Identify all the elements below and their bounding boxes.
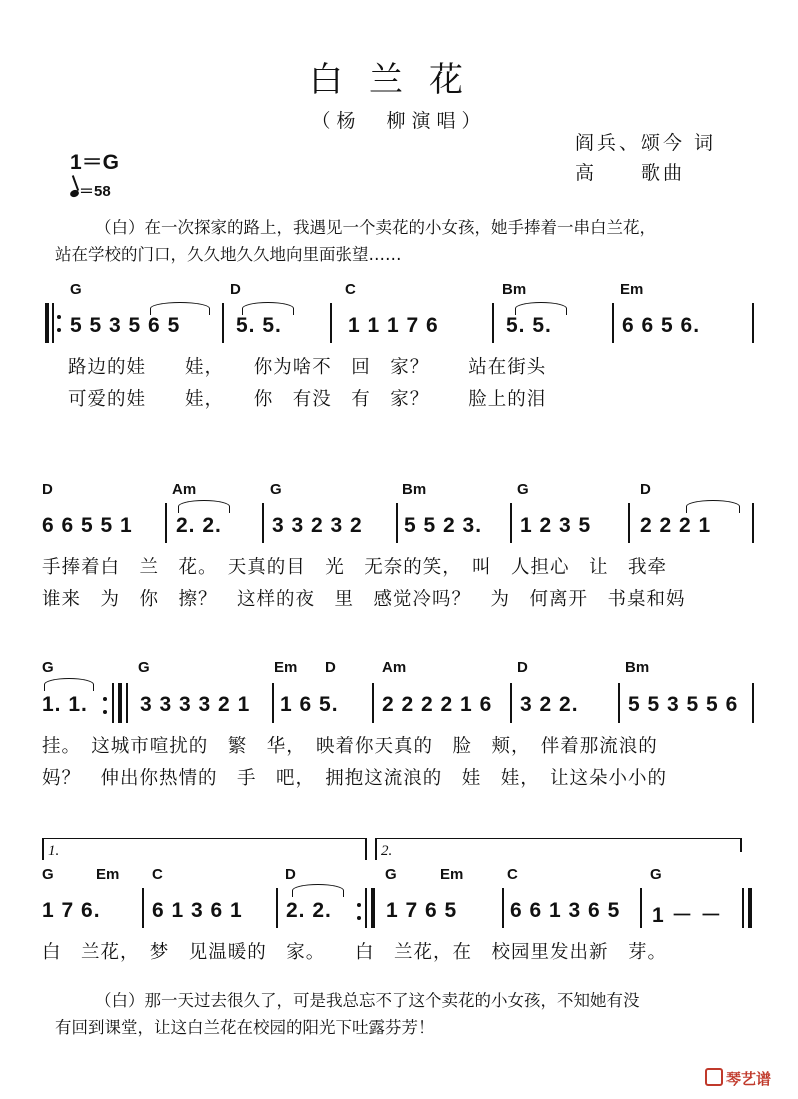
barline [752,303,754,343]
measure-notes: 2. 2. [176,514,222,537]
chord-symbol: G [270,481,282,498]
key-signature: 1＝G [70,151,120,174]
repeat-end-barline [371,888,375,928]
measure-notes: 6 1 3 6 1 [152,899,243,922]
lyrics-verse2: 可爱的娃 娃， 你 有没 有 家？ 脸上的泪 [68,389,547,410]
barline [126,683,128,723]
measure-notes: 5. 5. [236,314,282,337]
volta-bracket-2 [375,838,740,839]
chord-symbol: G [42,866,54,883]
volta-bracket-1 [42,838,44,860]
measure-notes: 1 7 6 5 [386,899,458,922]
song-title: 白兰花 [309,60,489,100]
chord-symbol: D [640,481,651,498]
measure-notes: 5 5 3 5 6 5 [70,314,181,337]
volta-bracket-1 [42,838,365,839]
measure-notes: 6 6 5 6. [622,314,701,337]
volta-bracket-1 [365,838,367,860]
volta-bracket-2 [375,838,377,860]
logo-icon [705,1068,723,1086]
measure-notes: 5. 5. [506,314,552,337]
measure-notes: 3 2 2. [520,693,579,716]
performer-credit: （杨 柳演唱） [311,110,487,132]
barline [165,503,167,543]
repeat-dot [357,903,361,907]
barline [618,683,620,723]
measure-notes: 2 2 2 2 1 6 [382,693,493,716]
measure-notes: 1 7 6. [42,899,101,922]
repeat-dot [103,710,107,714]
barline [396,503,398,543]
repeat-dot [57,328,61,332]
barline [502,888,504,928]
barline [142,888,144,928]
volta-label-1: 1. [48,843,60,859]
barline [372,683,374,723]
slur-mark [292,884,344,897]
chord-symbol: Em [620,281,644,298]
chord-symbol: Bm [402,481,427,498]
chord-symbol: Bm [625,659,650,676]
barline [222,303,224,343]
chord-symbol: G [42,659,54,676]
barline [276,888,278,928]
barline [510,503,512,543]
measure-notes: 2. 2. [286,899,332,922]
lyrics-verse1: 挂。 这城市喧扰的 繁 华， 映着你天真的 脸 颊， 伴着那流浪的 [42,736,658,757]
measure-notes: 1. 1. [42,693,88,716]
lyrics-verse1: 路边的娃 娃， 你为啥不 回 家？ 站在街头 [68,357,547,378]
barline [628,503,630,543]
chord-symbol: G [70,281,82,298]
final-barline [748,888,752,928]
measure-notes: 6 6 1 3 6 5 [510,899,621,922]
measure-notes: 1 6 5. [280,693,339,716]
lyrics-verse1: 白 兰花， 梦 见温暖的 家。 白 兰花，在 校园里发出新 芽。 [42,942,668,963]
lyrics-verse2: 谁来 为 你 擦？ 这样的夜 里 感觉冷吗？ 为 何离开 书桌和妈 [42,589,686,610]
measure-notes: 3 3 3 3 2 1 [140,693,251,716]
repeat-end-barline [118,683,122,723]
chord-symbol: G [650,866,662,883]
chord-symbol: D [42,481,53,498]
outro-narration-line1: （白）那一天过去很久了，可是我总忘不了这个卖花的小女孩，不知她有没 [95,991,640,1010]
chord-symbol: C [152,866,163,883]
chord-symbol: D [230,281,241,298]
measure-notes: 1 1 1 7 6 [348,314,439,337]
chord-symbol: G [385,866,397,883]
slur-mark [686,500,740,513]
barline [492,303,494,343]
barline [52,303,54,343]
chord-symbol: C [345,281,356,298]
repeat-dot [357,916,361,920]
measure-notes: 3 3 2 3 2 [272,514,363,537]
chord-symbol: Bm [502,281,527,298]
measure-notes: 6 6 5 5 1 [42,514,133,537]
volta-bracket-2 [740,838,742,852]
barline [752,503,754,543]
barline [272,683,274,723]
chord-symbol: Am [382,659,407,676]
barline [510,683,512,723]
measure-notes: 5 5 3 5 5 6 [628,693,739,716]
tempo-marking: ＝58 [70,180,111,201]
site-logo: 琴艺谱 [705,1066,771,1089]
repeat-dot [103,697,107,701]
repeat-start-barline [45,303,49,343]
intro-narration-line1: （白）在一次探家的路上，我遇见一个卖花的小女孩，她手捧着一串白兰花， [95,218,656,237]
lyrics-verse2: 妈？ 伸出你热情的 手 吧， 拥抱这流浪的 娃 娃， 让这朵小小的 [42,768,668,789]
lyricist-credit: 阎兵、颂今 词 [575,132,717,154]
chord-symbol: Am [172,481,197,498]
chord-symbol: Em [96,866,120,883]
lyrics-verse1: 手捧着白 兰 花。 天真的目 光 无奈的笑， 叫 人担心 让 我牵 [42,557,668,578]
barline [612,303,614,343]
composer-credit: 高 歌曲 [575,162,686,184]
slur-mark [44,678,94,691]
outro-narration-line2: 有回到课堂，让这白兰花在校园的阳光下吐露芬芳！ [55,1018,435,1037]
volta-label-2: 2. [381,843,393,859]
chord-symbol: D [325,659,336,676]
chord-symbol: Em [440,866,464,883]
barline [752,683,754,723]
measure-notes: 1 － － [652,904,723,927]
barline [112,683,114,723]
chord-symbol: C [507,866,518,883]
measure-notes: 2 2 2 1 [640,514,712,537]
barline [262,503,264,543]
barline [365,888,367,928]
measure-notes: 5 5 2 3. [404,514,483,537]
chord-symbol: Em [274,659,298,676]
barline [742,888,744,928]
chord-symbol: D [517,659,528,676]
repeat-dot [57,315,61,319]
chord-symbol: D [285,866,296,883]
barline [640,888,642,928]
chord-symbol: G [138,659,150,676]
chord-symbol: G [517,481,529,498]
intro-narration-line2: 站在学校的门口，久久地久久地向里面张望…… [55,245,402,264]
measure-notes: 1 2 3 5 [520,514,592,537]
barline [330,303,332,343]
slur-mark [178,500,230,513]
